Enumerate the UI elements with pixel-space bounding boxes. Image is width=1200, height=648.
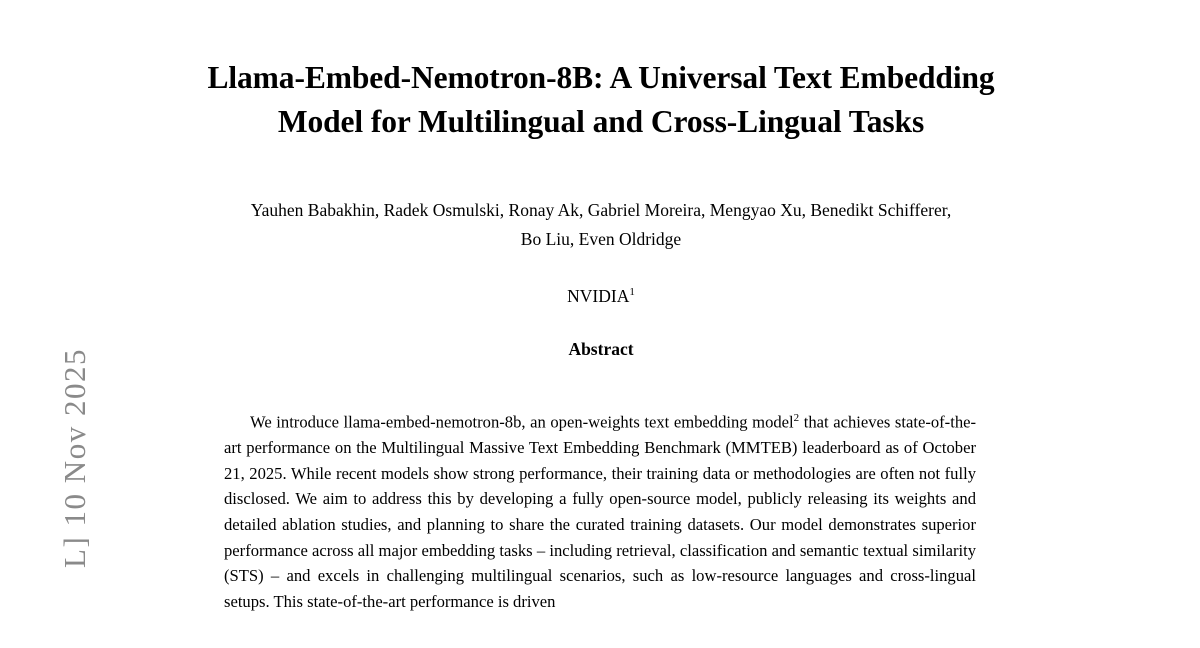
abstract-heading: Abstract bbox=[568, 339, 634, 359]
affiliation-footnote-marker: 1 bbox=[629, 286, 635, 299]
page-title: Llama-Embed-Nemotron-8B: A Universal Text Embedding Model for Multilingual and Cross-Lingual Tasks bbox=[207, 60, 995, 139]
arxiv-stamp bbox=[0, 0, 120, 648]
abstract-footnote-marker: 2 bbox=[793, 412, 800, 424]
abstract-rest-text: that achieves state-of-the-art performance on the Multilingual Massive Text Embedding Benchmark (MMTEB) leaderboard as of October 21, 2025. While recent models show strong performance, their training data or methodologies are often not fully disclosed. We aim to address this by developing a fully open-source model, publicly releasing its weights and detailed ablation studies, and planning to share the curated training datasets. Our model demonstrates superior performance across all major embedding tasks – including retrieval, classification and semantic textual similarity (STS) – and excels in challenging multilingual scenarios, such as low-resource languages and cross-lingual setups. This state-of-the-art performance is driven bbox=[224, 412, 977, 611]
abstract-body bbox=[224, 406, 976, 614]
arxiv-stamp-text: L] 10 Nov 2025 bbox=[57, 348, 92, 568]
author-list: Yauhen Babakhin, Radek Osmulski, Ronay Ak, Gabriel Moreira, Mengyao Xu, Benedikt Schifferer, Bo Liu, Even Oldridge bbox=[250, 200, 952, 249]
abstract-lead-text: We introduce llama-embed-nemotron-8b, an open-weights text embedding model bbox=[250, 412, 794, 432]
paper-content bbox=[196, 0, 1006, 614]
affiliation bbox=[196, 286, 1006, 307]
affiliation-name: NVIDIA bbox=[567, 286, 630, 306]
